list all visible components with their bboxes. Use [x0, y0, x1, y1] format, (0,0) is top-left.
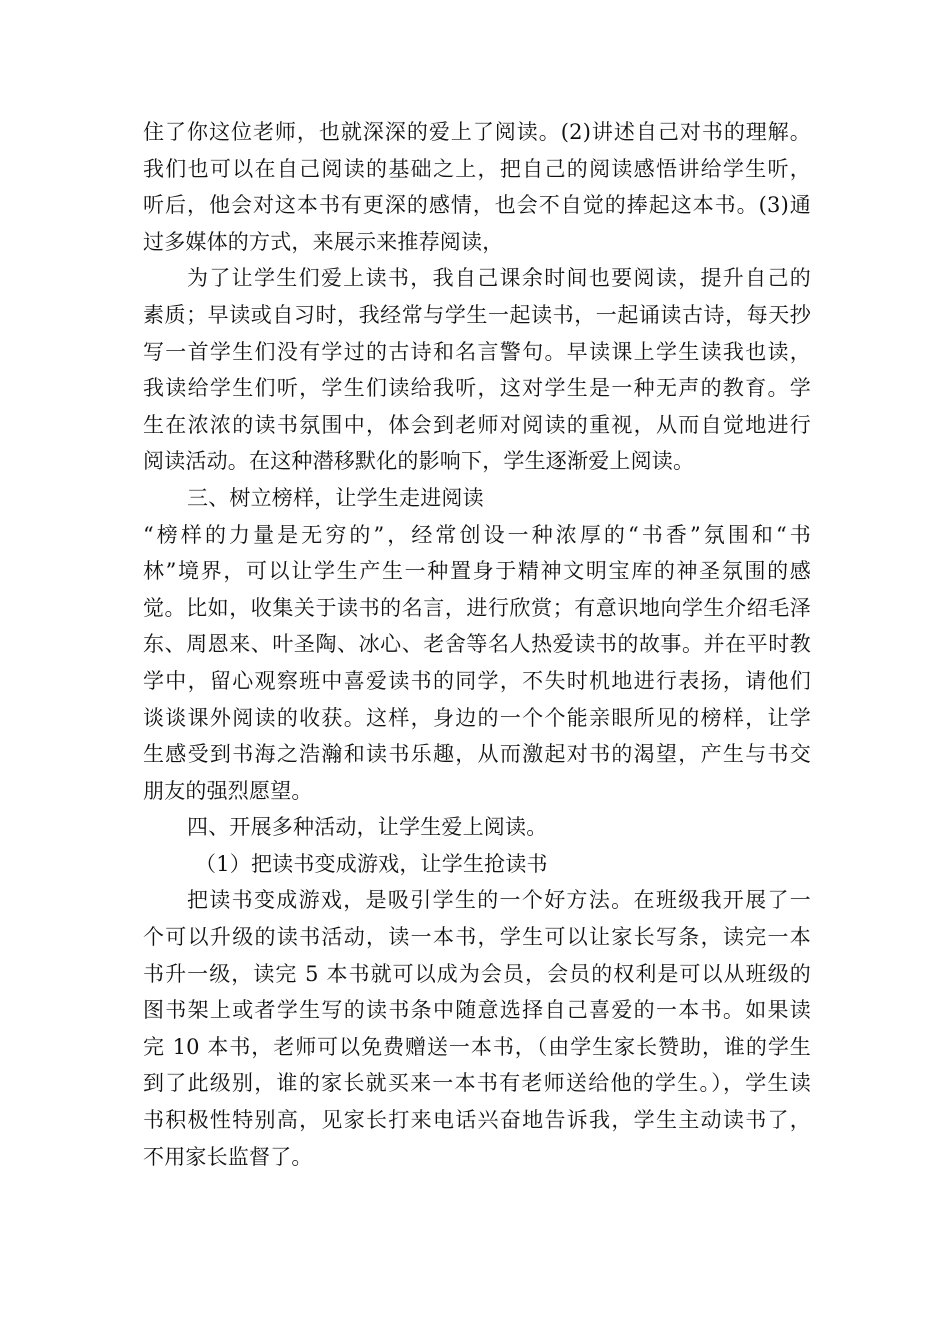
document-page	[143, 114, 811, 1175]
text-line: 阅读活动。在这种潜移默化的影响下，学生逐渐爱上阅读。	[143, 449, 695, 474]
text-line: 东、周恩来、叶圣陶、冰心、老舍等名人热爱读书的故事。并在平时教	[143, 632, 811, 657]
text-line: 林”境界，可以让学生产生一种置身于精神文明宝库的神圣氛围的感	[143, 559, 811, 584]
text-line: （1）把读书变成游戏，让学生抢读书	[195, 851, 548, 876]
paragraph	[143, 517, 811, 810]
text-line: 住了你这位老师，也就深深的爱上了阅读。(2)讲述自己对书的理解。	[143, 120, 811, 144]
text-line: 谈谈课外阅读的收获。这样，身边的一个个能亲眼所见的榜样，让学	[143, 705, 811, 730]
text-line: 朋友的强烈愿望。	[143, 778, 313, 803]
text-line: 书升一级，读完 5 本书就可以成为会员，会员的权利是可以从班级的	[143, 961, 811, 986]
text-line: 四、开展多种活动，让学生爱上阅读。	[187, 815, 548, 840]
text-line: 生感受到书海之浩瀚和读书乐趣，从而激起对书的渴望，产生与书交	[143, 742, 811, 767]
text-line: 为了让学生们爱上读书，我自己课余时间也要阅读，提升自己的	[187, 266, 811, 291]
text-line: “榜样的力量是无穷的”，经常创设一种浓厚的“书香”氛围和“书	[143, 522, 811, 547]
text-line: 我读给学生们听，学生们读给我听，这对学生是一种无声的教育。学	[143, 376, 811, 401]
text-line: 三、树立榜样，让学生走进阅读	[187, 485, 484, 510]
text-line: 觉。比如，收集关于读书的名言，进行欣赏；有意识地向学生介绍毛泽	[143, 595, 811, 620]
subsection-heading	[143, 846, 811, 883]
text-line: 个可以升级的读书活动，读一本书，学生可以让家长写条，读完一本	[143, 925, 811, 950]
text-line: 素质；早读或自习时，我经常与学生一起读书，一起诵读古诗，每天抄	[143, 302, 811, 327]
text-line: 我们也可以在自己阅读的基础之上，把自己的阅读感悟讲给学生听，	[143, 156, 811, 181]
paragraph	[143, 260, 811, 480]
text-line: 图书架上或者学生写的读书条中随意选择自己喜爱的一本书。如果读	[143, 998, 811, 1023]
paragraph	[143, 882, 811, 1175]
text-line: 完 10 本书，老师可以免费赠送一本书，（由学生家长赞助，谁的学生	[143, 1034, 811, 1059]
paragraph	[143, 114, 811, 260]
text-line: 到了此级别，谁的家长就买来一本书有老师送给他的学生。），学生读	[143, 1071, 811, 1096]
text-line: 书积极性特别高，见家长打来电话兴奋地告诉我，学生主动读书了，	[143, 1108, 811, 1133]
text-line: 听后，他会对这本书有更深的感情，也会不自觉的捧起这本书。(3)通	[143, 193, 811, 218]
section-heading	[143, 809, 811, 846]
text-line: 写一首学生们没有学过的古诗和名言警句。早读课上学生读我也读，	[143, 339, 811, 364]
text-line: 不用家长监督了。	[143, 1144, 313, 1169]
text-line: 生在浓浓的读书氛围中，体会到老师对阅读的重视，从而自觉地进行	[143, 412, 811, 437]
text-line: 过多媒体的方式，来展示来推荐阅读，	[143, 229, 504, 254]
text-line: 学中，留心观察班中喜爱读书的同学，不失时机地进行表扬，请他们	[143, 668, 811, 693]
text-line: 把读书变成游戏，是吸引学生的一个好方法。在班级我开展了一	[187, 888, 811, 913]
section-heading	[143, 480, 811, 517]
